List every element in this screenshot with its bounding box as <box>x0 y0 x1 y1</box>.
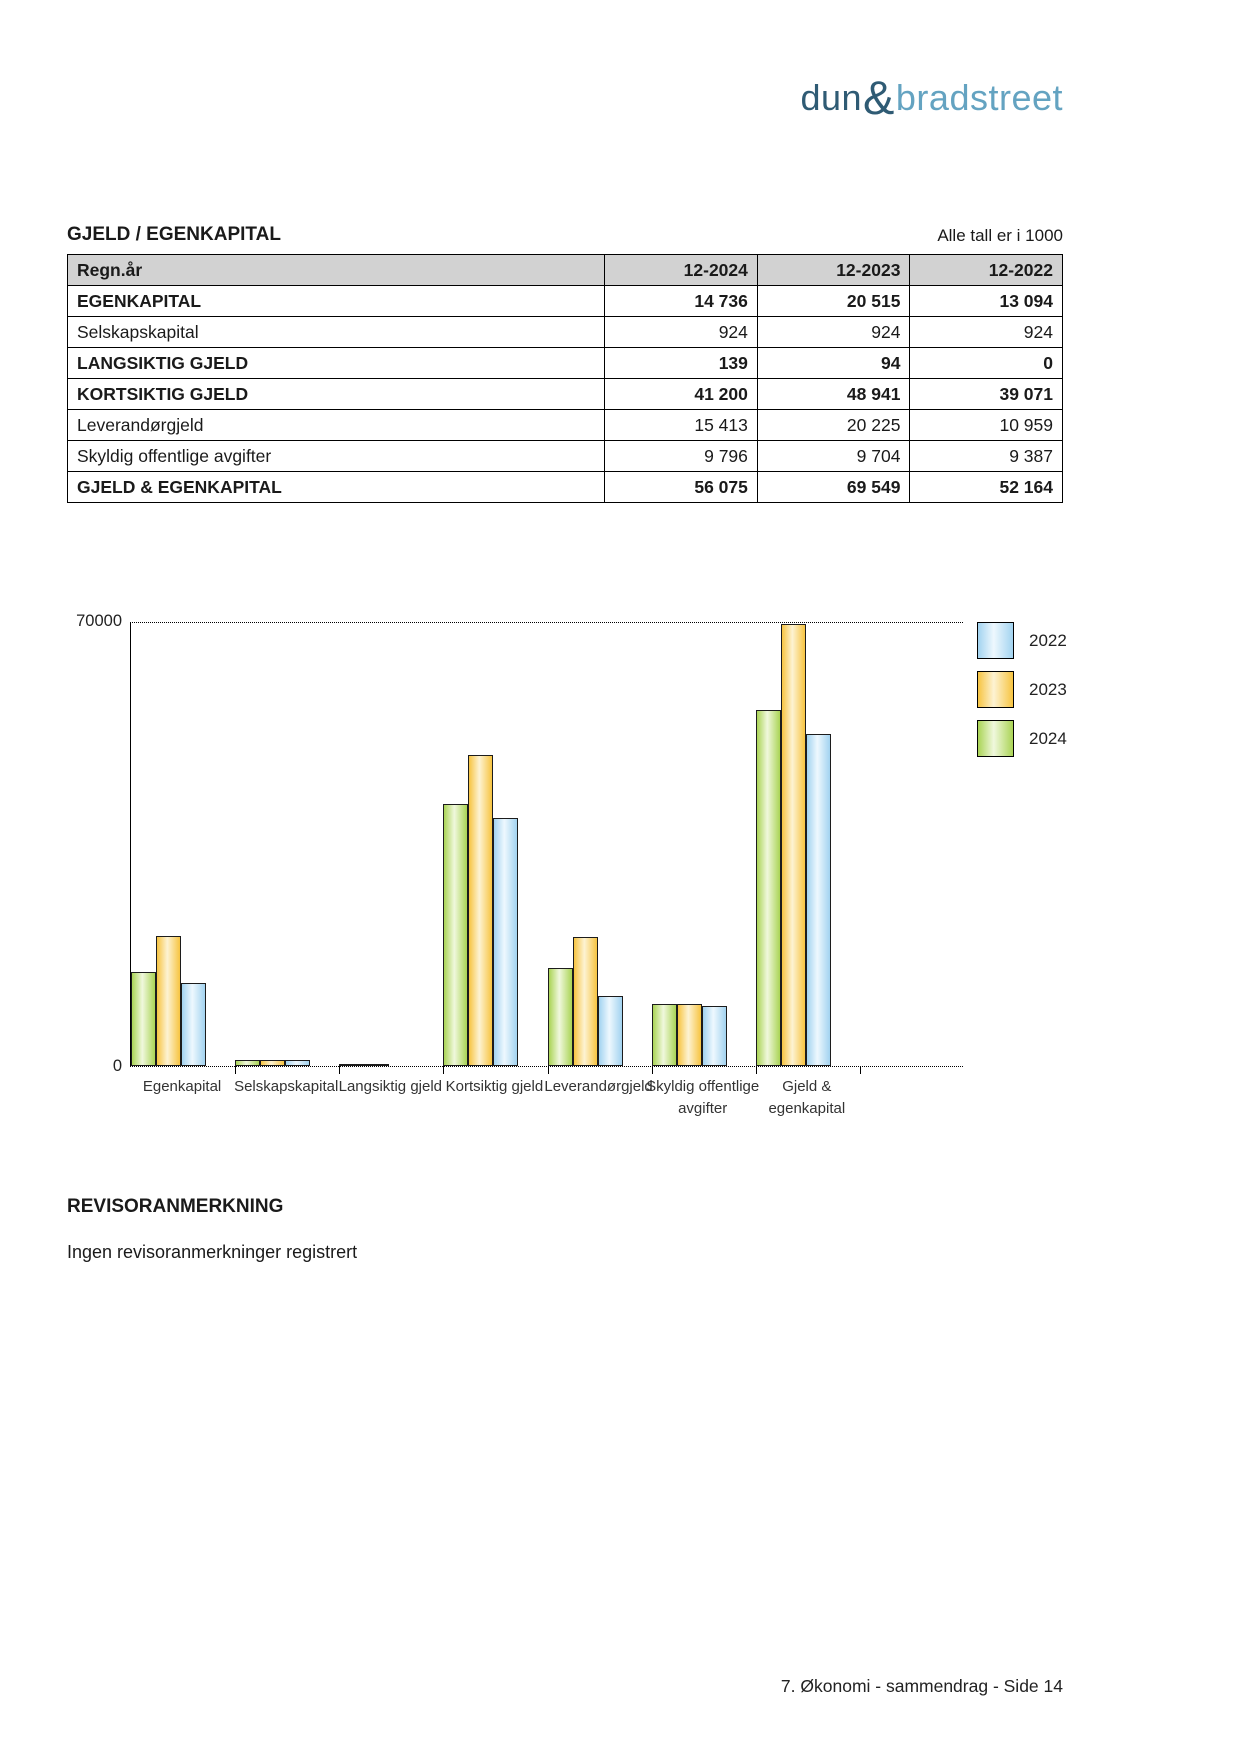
category-label: Kortsiktig gjeld <box>445 1078 544 1095</box>
chart-legend <box>977 622 1067 769</box>
category-label: Selskapskapital <box>234 1078 339 1095</box>
row-value: 15 413 <box>605 410 758 441</box>
row-value: 924 <box>757 317 910 348</box>
row-value: 924 <box>910 317 1063 348</box>
legend-item-2024 <box>977 720 1067 757</box>
bar-2024-leverand-rgjeld <box>548 968 573 1066</box>
column-header: 12-2022 <box>910 255 1063 286</box>
y-axis-tick-zero: 0 <box>112 1057 122 1075</box>
legend-label: 2022 <box>1029 630 1067 650</box>
bar-2024-langsiktig-gjeld <box>339 1064 364 1066</box>
chart-category-labels <box>130 1076 963 1136</box>
row-label: Selskapskapital <box>68 317 605 348</box>
table-unit-note: Alle tall er i 1000 <box>937 226 1063 245</box>
bar-2022-skyldig-offentlige-avgifter <box>702 1006 727 1066</box>
bar-2022-egenkapital <box>181 983 206 1066</box>
bar-2024-kortsiktig-gjeld <box>443 804 468 1066</box>
bar-2023-egenkapital <box>156 936 181 1066</box>
ampersand-icon: & <box>863 71 895 124</box>
column-header: 12-2023 <box>757 255 910 286</box>
y-axis-tick-max: 70000 <box>76 612 122 630</box>
category-label: Leverandørgjeld <box>544 1078 653 1095</box>
chart-plot <box>130 622 963 1067</box>
legend-label: 2024 <box>1029 728 1067 748</box>
bar-2023-langsiktig-gjeld <box>364 1064 389 1066</box>
row-label: Leverandørgjeld <box>68 410 605 441</box>
row-value: 10 959 <box>910 410 1063 441</box>
row-value: 69 549 <box>757 472 910 503</box>
row-label: Skyldig offentlige avgifter <box>68 441 605 472</box>
x-axis-tick <box>860 1066 861 1074</box>
x-axis-tick <box>652 1066 653 1074</box>
row-value: 52 164 <box>910 472 1063 503</box>
row-label: GJELD & EGENKAPITAL <box>68 472 605 503</box>
column-header: 12-2024 <box>605 255 758 286</box>
logo-text-bradstreet: bradstreet <box>895 77 1063 118</box>
auditor-note-body: Ingen revisoranmerkninger registrert <box>67 1242 358 1262</box>
bar-2024-selskapskapital <box>235 1060 260 1066</box>
x-axis-tick <box>339 1066 340 1074</box>
row-value: 0 <box>910 348 1063 379</box>
row-value: 14 736 <box>605 286 758 317</box>
logo-text-dun: dun <box>800 77 863 118</box>
bar-2023-selskapskapital <box>260 1060 285 1066</box>
bar-2024-egenkapital <box>131 972 156 1066</box>
bar-2023-kortsiktig-gjeld <box>468 755 493 1066</box>
bar-2024-gjeld-egenkapital <box>756 710 781 1066</box>
row-label: KORTSIKTIG GJELD <box>68 379 605 410</box>
category-label: Langsiktig gjeld <box>338 1078 443 1095</box>
row-value: 48 941 <box>757 379 910 410</box>
row-value: 9 704 <box>757 441 910 472</box>
legend-swatch-2023 <box>977 671 1014 708</box>
bar-2023-leverand-rgjeld <box>573 937 598 1066</box>
bar-2022-gjeld-egenkapital <box>806 734 831 1066</box>
legend-swatch-2024 <box>977 720 1014 757</box>
page-footer: 7. Økonomi - sammendrag - Side 14 <box>780 1676 1063 1696</box>
legend-item-2023 <box>977 671 1067 708</box>
bar-2022-leverand-rgjeld <box>598 996 623 1066</box>
row-value: 41 200 <box>605 379 758 410</box>
auditor-note-heading: REVISORANMERKNING <box>67 1196 284 1217</box>
row-value: 139 <box>605 348 758 379</box>
bar-2022-kortsiktig-gjeld <box>493 818 518 1066</box>
x-axis-tick <box>235 1066 236 1074</box>
auditor-note-section <box>67 1196 357 1263</box>
table-title: GJELD / EGENKAPITAL <box>67 224 281 245</box>
category-label: Egenkapital <box>142 1078 222 1095</box>
row-label: EGENKAPITAL <box>68 286 605 317</box>
row-value: 13 094 <box>910 286 1063 317</box>
row-label: LANGSIKTIG GJELD <box>68 348 605 379</box>
legend-swatch-2022 <box>977 622 1014 659</box>
row-value: 924 <box>605 317 758 348</box>
row-value: 39 071 <box>910 379 1063 410</box>
column-header: Regn.år <box>68 255 605 286</box>
row-value: 9 387 <box>910 441 1063 472</box>
x-axis-tick <box>548 1066 549 1074</box>
category-label: Skyldig offentlige avgifter <box>646 1078 760 1117</box>
row-value: 20 515 <box>757 286 910 317</box>
bar-2022-selskapskapital <box>285 1060 310 1066</box>
bar-2023-gjeld-egenkapital <box>781 624 806 1066</box>
x-axis-tick <box>443 1066 444 1074</box>
legend-item-2022 <box>977 622 1067 659</box>
x-axis-tick <box>756 1066 757 1074</box>
row-value: 20 225 <box>757 410 910 441</box>
category-label: Gjeld & egenkapital <box>768 1078 846 1117</box>
bar-2023-skyldig-offentlige-avgifter <box>677 1004 702 1066</box>
row-value: 56 075 <box>605 472 758 503</box>
legend-label: 2023 <box>1029 679 1067 699</box>
row-value: 94 <box>757 348 910 379</box>
row-value: 9 796 <box>605 441 758 472</box>
bar-2024-skyldig-offentlige-avgifter <box>652 1004 677 1066</box>
